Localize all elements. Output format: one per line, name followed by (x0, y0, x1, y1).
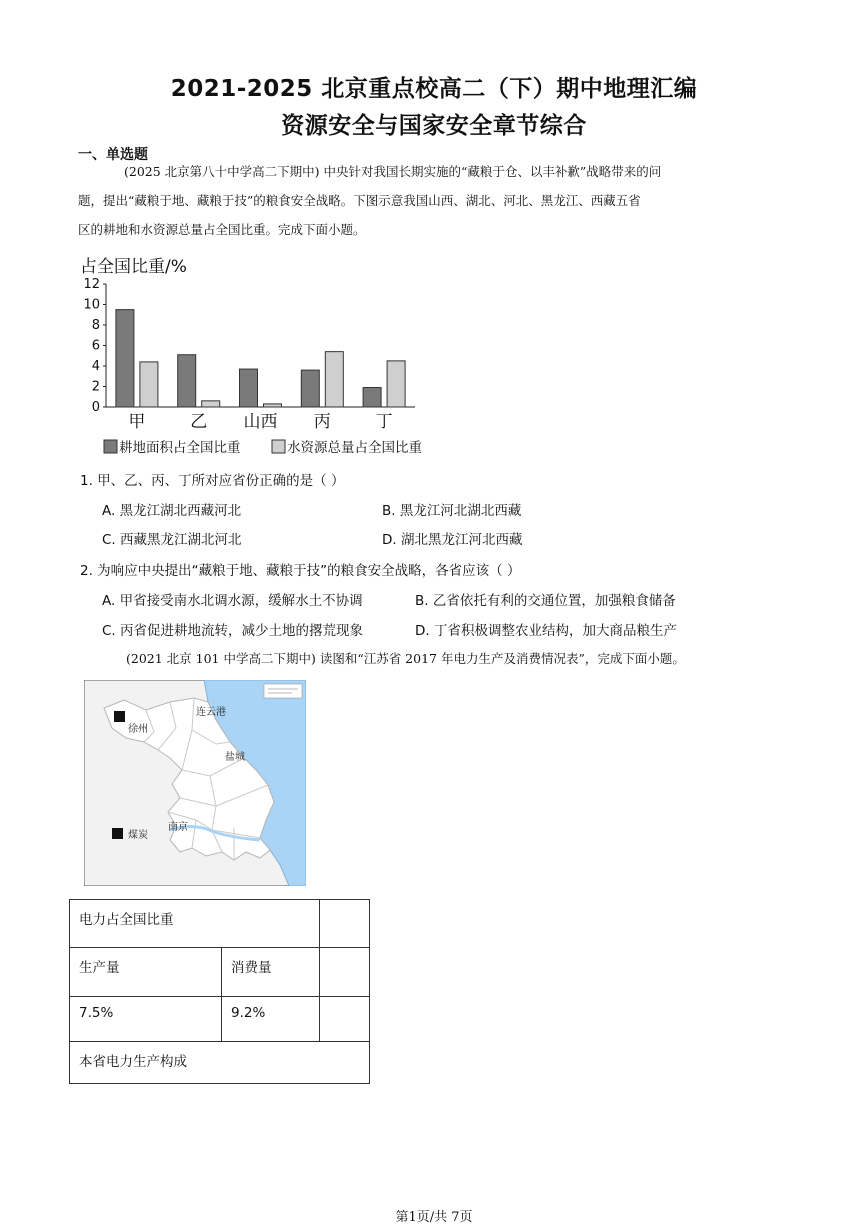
bar-chart (70, 250, 450, 462)
chart-legend-swatch (104, 440, 117, 453)
table-cell-production-value: 7.5% (70, 997, 222, 1042)
electricity-table (69, 899, 370, 1084)
question-2-option-c[interactable]: C. 丙省促进耕地流转，减少土地的撂荒现象 (102, 623, 364, 639)
chart-x-tick-label: 丙 (313, 412, 331, 432)
chart-y-tick-label: 6 (91, 338, 100, 354)
chart-x-tick-label: 甲 (128, 412, 146, 432)
passage-1-line2: 题，提出“藏粮于地、藏粮于技”的粮食安全战略。下图示意我国山西、湖北、河北、黑龙江、西藏五省 (78, 193, 641, 208)
label-yancheng: 盐城 (225, 752, 245, 763)
chart-bar (140, 362, 158, 407)
table-cell-consumption-value: 9.2% (222, 997, 320, 1042)
chart-y-tick-label: 4 (91, 359, 100, 374)
section-heading: 一、单选题 (78, 147, 148, 163)
chart-bar (240, 369, 258, 407)
table-cell-production-label: 生产量 (70, 948, 222, 997)
chart-x-tick-label: 乙 (190, 412, 208, 432)
label-lianyungang: 连云港 (196, 707, 226, 718)
question-1-stem: 1. 甲、乙、丙、丁所对应省份正确的是（ ） (80, 473, 345, 489)
page-footer: 第1页/共 7页 (395, 1210, 473, 1225)
chart-legend-label: 水资源总量占全国比重 (287, 440, 422, 456)
chart-y-tick-label: 2 (91, 379, 100, 395)
question-1-option-d[interactable]: D. 湖北黑龙江河北西藏 (382, 532, 523, 548)
table-cell-composition: 本省电力生产构成 (70, 1042, 370, 1084)
page-title-line2: 资源安全与国家安全章节综合 (281, 113, 587, 139)
chart-bar (325, 352, 343, 407)
chart-bar (363, 388, 381, 407)
jiangsu-map (84, 680, 306, 886)
question-1-option-c[interactable]: C. 西藏黑龙江湖北河北 (102, 532, 242, 548)
chart-y-tick-label: 8 (91, 318, 100, 333)
table-cell-empty-1 (320, 900, 370, 948)
passage-1-line1: (2025 北京第八十中学高二下期中) 中央针对我国长期实施的“藏粮于仓、以丰补歉”战略带来的问 (124, 164, 662, 179)
question-2-option-a[interactable]: A. 甲省接受南水北调水源，缓解水土不协调 (102, 593, 363, 609)
chart-x-tick-label: 丁 (375, 412, 393, 432)
question-2-option-b[interactable]: B. 乙省依托有利的交通位置，加强粮食储备 (415, 593, 676, 609)
question-1-option-b[interactable]: B. 黑龙江河北湖北西藏 (382, 503, 522, 519)
chart-y-label: 占全国比重/% (80, 257, 187, 277)
chart-legend-label: 耕地面积占全国比重 (119, 440, 241, 456)
chart-bar (264, 404, 282, 407)
chart-bar (301, 370, 319, 407)
question-2-option-d[interactable]: D. 丁省积极调整农业结构，加大商品粮生产 (415, 623, 677, 639)
label-coal: 煤炭 (128, 830, 148, 841)
passage-2: (2021 北京 101 中学高二下期中) 读图和“江苏省 2017 年电力生产及消费情况表”，完成下面小题。 (126, 651, 685, 666)
table-cell-share: 电力占全国比重 (70, 900, 320, 948)
map-legend-box (264, 684, 302, 698)
coal-legend-marker (112, 828, 123, 839)
chart-bar (387, 361, 405, 407)
chart-bar (202, 401, 220, 407)
table-cell-empty-2 (320, 948, 370, 997)
chart-y-tick-label: 12 (83, 277, 100, 292)
page-title-line1: 2021-2025 北京重点校高二（下）期中地理汇编 (170, 76, 698, 102)
passage-1-line3: 区的耕地和水资源总量占全国比重。完成下面小题。 (78, 222, 366, 237)
question-2-stem: 2. 为响应中央提出“藏粮于地、藏粮于技”的粮食安全战略，各省应该（ ） (80, 563, 521, 579)
table-cell-empty-3 (320, 997, 370, 1042)
chart-bar (178, 355, 196, 407)
chart-bar (116, 310, 134, 407)
chart-y-tick-label: 10 (83, 297, 100, 313)
passage-1 (78, 157, 794, 244)
chart-x-tick-label: 山西 (243, 412, 278, 432)
label-xuzhou: 徐州 (128, 724, 148, 735)
chart-legend-swatch (272, 440, 285, 453)
question-1-option-a[interactable]: A. 黑龙江湖北西藏河北 (102, 503, 242, 519)
table-cell-consumption-label: 消费量 (222, 948, 320, 997)
label-nanjing: 南京 (168, 822, 188, 833)
coal-marker-xuzhou (114, 711, 125, 722)
chart-y-tick-label: 0 (91, 400, 100, 415)
